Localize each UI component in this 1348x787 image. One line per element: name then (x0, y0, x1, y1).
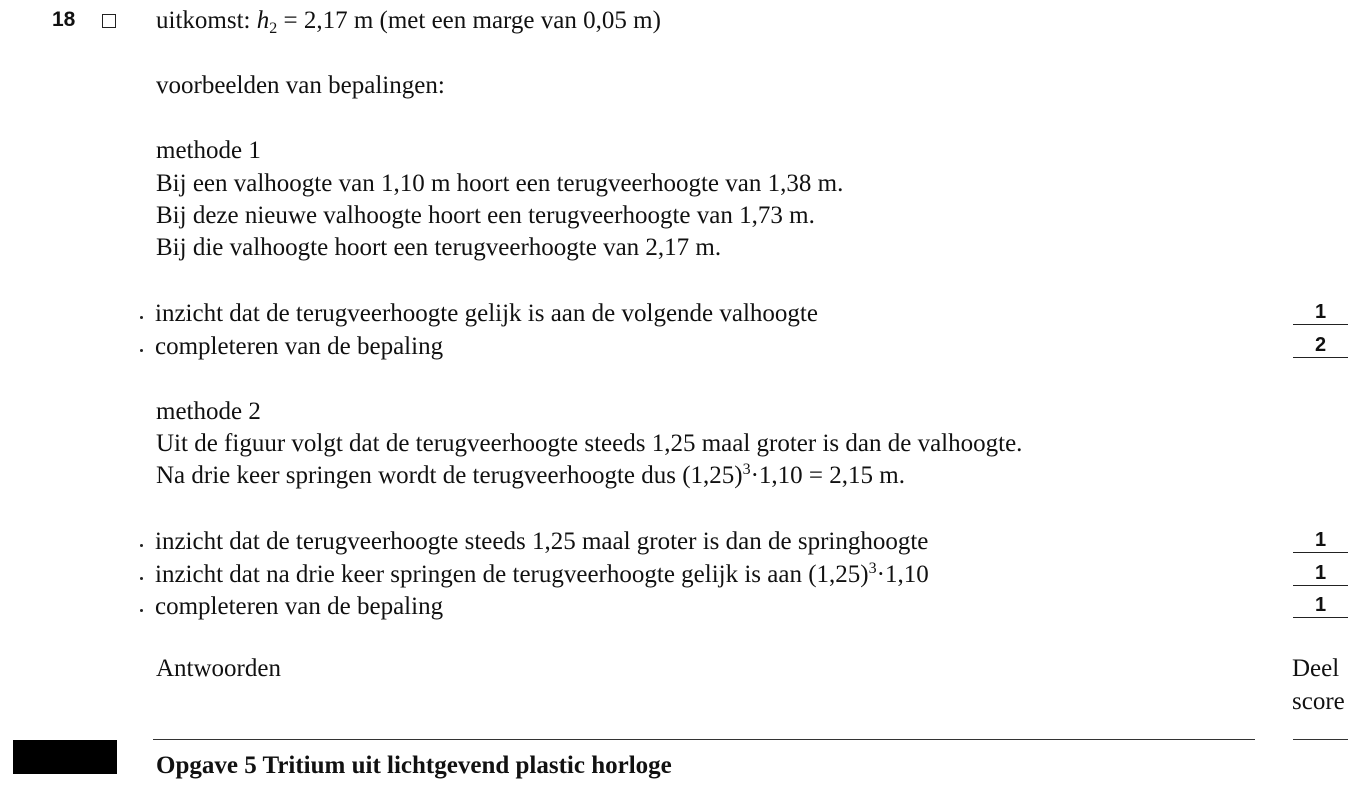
result-label: uitkomst: (156, 7, 251, 34)
section-title: Opgave 5 Tritium uit lichtgevend plastic horloge (156, 752, 672, 779)
method1-line: Bij deze nieuwe valhoogte hoort een terugveerhoogte van 1,73 m. (156, 202, 815, 229)
method1-line: Bij een valhoogte van 1,10 m hoort een terugveerhoogte van 1,38 m. (156, 170, 844, 197)
result-line (156, 7, 661, 37)
criterion-text: completeren van de bepaling (155, 333, 444, 360)
section-marker (13, 740, 117, 774)
criterion-score: 2 (1293, 335, 1348, 358)
bullet-icon (140, 316, 143, 319)
bullet-icon (140, 544, 143, 547)
method2-line2-result: ·1,10 = 2,15 m. (750, 462, 905, 489)
criterion-text (155, 562, 929, 587)
method1-title: methode 1 (156, 137, 261, 164)
checkbox-icon[interactable] (102, 14, 116, 28)
criterion-text: inzicht dat de terugveerhoogte steeds 1,25 maal groter is dan de springhoogte (155, 528, 929, 555)
score-label-line2: score (1292, 688, 1345, 715)
criterion-text-tail: ·1,10 (876, 561, 929, 588)
result-subscript: 2 (269, 20, 278, 37)
bullet-icon (140, 577, 143, 580)
method2-line2-text: Na drie keer springen wordt de terugveerhoogte dus (1,25) (156, 462, 743, 489)
score-label-line1: Deel (1292, 655, 1340, 682)
result-variable: h (256, 7, 270, 34)
bullet-icon (140, 349, 143, 352)
intro-text: voorbeelden van bepalingen: (156, 72, 445, 99)
exponent: 3 (742, 461, 751, 478)
criterion-score: 1 (1293, 530, 1348, 553)
criterion-score: 1 (1293, 595, 1348, 618)
method2-line (156, 463, 905, 488)
exponent: 3 (868, 560, 877, 577)
criterion-score: 1 (1293, 302, 1348, 325)
question-number: 18 (52, 8, 76, 31)
score-divider (1293, 739, 1348, 740)
result-value: = 2,17 m (met een marge van 0,05 m) (277, 7, 661, 34)
method1-line: Bij die valhoogte hoort een terugveerhoogte van 2,17 m. (156, 234, 722, 261)
method2-title: methode 2 (156, 398, 261, 425)
section-divider (153, 739, 1255, 740)
bullet-icon (140, 609, 143, 612)
answers-label: Antwoorden (156, 655, 281, 682)
criterion-score: 1 (1293, 563, 1348, 586)
method2-line: Uit de figuur volgt dat de terugveerhoogte steeds 1,25 maal groter is dan de valhoogte. (156, 430, 1023, 457)
criterion-text: inzicht dat de terugveerhoogte gelijk is aan de volgende valhoogte (155, 300, 818, 327)
criterion-text: completeren van de bepaling (155, 593, 444, 620)
criterion-text-main: inzicht dat na drie keer springen de terugveerhoogte gelijk is aan (1,25) (155, 561, 869, 588)
